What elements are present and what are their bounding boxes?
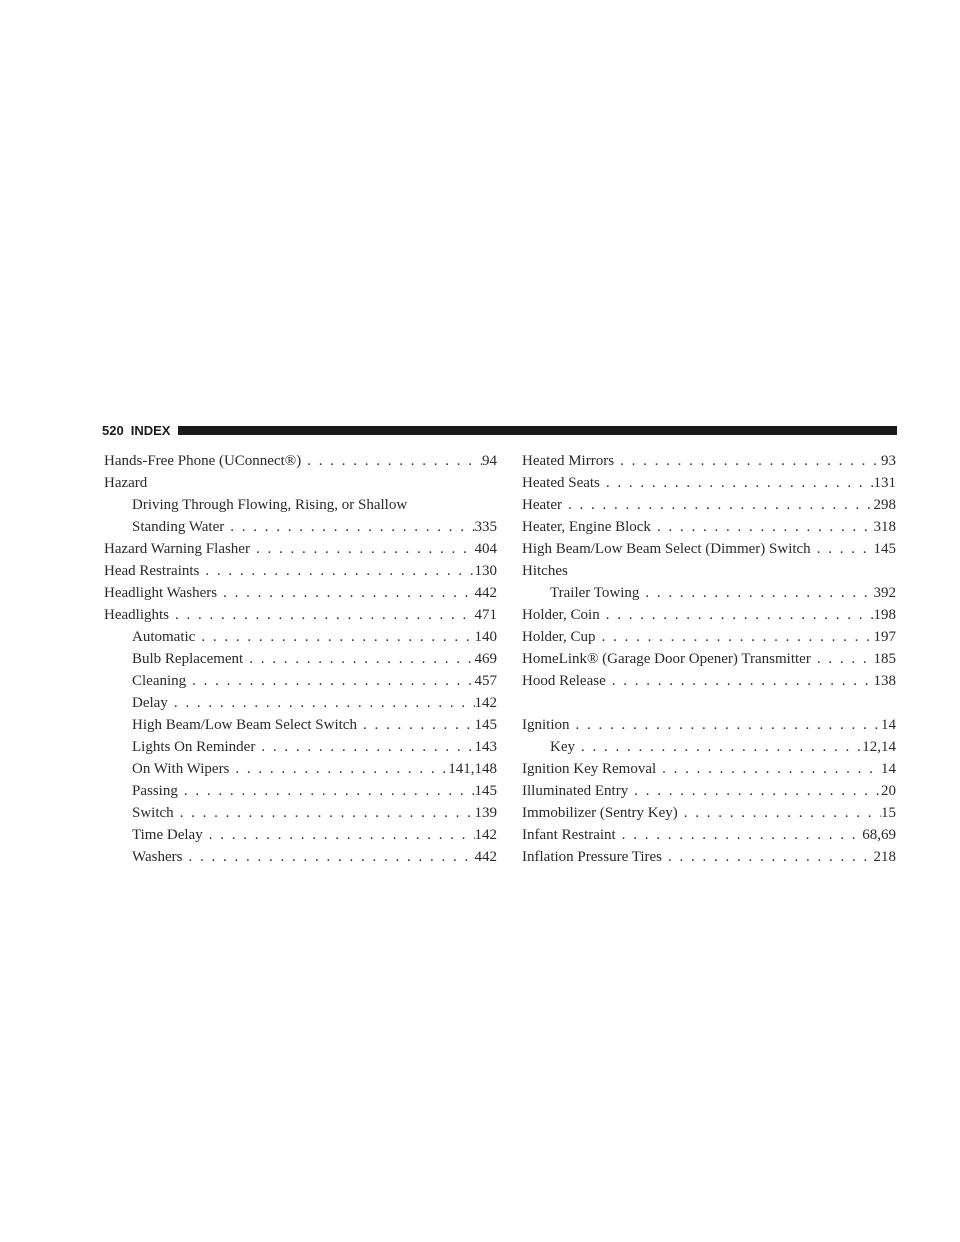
- index-subentry: [104, 692, 497, 714]
- dot-leader: [811, 648, 874, 670]
- entry-page-number: 318: [873, 519, 896, 535]
- dot-leader: [616, 824, 863, 846]
- entry-page-number: 145: [873, 541, 896, 557]
- entry-page-number: 20: [881, 783, 896, 799]
- entry-label: Automatic: [132, 629, 196, 645]
- dot-leader: [600, 472, 874, 494]
- entry-label: Lights On Reminder: [132, 739, 256, 755]
- dot-leader: [182, 846, 474, 868]
- entry-label: Illuminated Entry: [522, 783, 629, 799]
- entry-page-number: 469: [474, 651, 497, 667]
- entry-page-number: 130: [474, 563, 497, 579]
- dot-leader: [168, 692, 475, 714]
- dot-leader: [562, 494, 874, 516]
- entry-label: Hazard: [104, 475, 148, 491]
- index-entry: [522, 758, 896, 780]
- dot-leader: [301, 450, 482, 472]
- index-entry: [522, 472, 896, 494]
- index-entry: [522, 538, 896, 560]
- index-group-spacer: [522, 692, 896, 714]
- entry-label: Headlights: [104, 607, 169, 623]
- dot-leader: [614, 450, 881, 472]
- index-entry: [522, 802, 896, 824]
- index-entry: [522, 604, 896, 626]
- dot-leader: [596, 626, 874, 648]
- index-subentry: [104, 780, 497, 802]
- entry-label: Holder, Coin: [522, 607, 600, 623]
- dot-leader: [662, 846, 874, 868]
- index-entry: [104, 560, 497, 582]
- entry-page-number: 145: [474, 783, 497, 799]
- entry-label: Driving Through Flowing, Rising, or Shallow: [132, 497, 408, 513]
- index-subentry: [522, 736, 896, 758]
- index-entry: [522, 450, 896, 472]
- entry-page-number: 142: [474, 695, 497, 711]
- index-entry: [104, 604, 497, 626]
- entry-page-number: 404: [474, 541, 497, 557]
- section-title: INDEX: [130, 422, 171, 438]
- index-subentry: [104, 802, 497, 824]
- dot-leader: [811, 538, 874, 560]
- index-entry: [522, 670, 896, 692]
- dot-leader: [229, 758, 448, 780]
- entry-label: Heater: [522, 497, 562, 513]
- dot-leader: [174, 802, 475, 824]
- index-entry: [522, 516, 896, 538]
- entry-label: Hitches: [522, 563, 568, 579]
- index-column-right: [522, 450, 896, 868]
- index-subentry: [522, 582, 896, 604]
- entry-label: Switch: [132, 805, 174, 821]
- index-subentry: [104, 516, 497, 538]
- entry-page-number: 442: [474, 849, 497, 865]
- dot-leader: [195, 626, 474, 648]
- entry-label: Head Restraints: [104, 563, 200, 579]
- index-subentry: [104, 824, 497, 846]
- entry-label: Ignition: [522, 717, 570, 733]
- dot-leader: [639, 582, 873, 604]
- index-subentry: [104, 626, 497, 648]
- entry-label: Heater, Engine Block: [522, 519, 651, 535]
- entry-page-number: 145: [474, 717, 497, 733]
- index-subentry: [104, 670, 497, 692]
- index-subentry: [104, 846, 497, 868]
- entry-page-number: 131: [873, 475, 896, 491]
- dot-leader: [600, 604, 874, 626]
- dot-leader: [570, 714, 882, 736]
- entry-label: Trailer Towing: [550, 585, 640, 601]
- index-entry: [522, 846, 896, 868]
- index-entry: [104, 582, 497, 604]
- entry-label: Bulb Replacement: [132, 651, 244, 667]
- entry-label: Cleaning: [132, 673, 187, 689]
- entry-page-number: 335: [474, 519, 497, 535]
- index-subentry: [104, 648, 497, 670]
- entry-label: Washers: [132, 849, 183, 865]
- entry-label: High Beam/Low Beam Select (Dimmer) Switch: [522, 541, 811, 557]
- index-column-left: [104, 450, 497, 868]
- entry-label: Hands-Free Phone (UConnect®): [104, 453, 302, 469]
- index-entry: [522, 626, 896, 648]
- index-entry: [104, 472, 497, 494]
- index-entry: [104, 538, 497, 560]
- dot-leader: [169, 604, 475, 626]
- dot-leader: [656, 758, 881, 780]
- entry-page-number: 143: [474, 739, 497, 755]
- entry-label: Heated Mirrors: [522, 453, 615, 469]
- entry-label: On With Wipers: [132, 761, 230, 777]
- entry-label: High Beam/Low Beam Select Switch: [132, 717, 357, 733]
- dot-leader: [250, 538, 475, 560]
- dot-leader: [255, 736, 474, 758]
- index-entry: [104, 450, 497, 472]
- dot-leader: [243, 648, 474, 670]
- entry-label: Key: [550, 739, 575, 755]
- entry-page-number: 392: [873, 585, 896, 601]
- entry-page-number: 198: [873, 607, 896, 623]
- index-entry: [522, 560, 896, 582]
- entry-page-number: 140: [474, 629, 497, 645]
- entry-label: HomeLink® (Garage Door Opener) Transmitter: [522, 651, 811, 667]
- entry-label: Delay: [132, 695, 168, 711]
- dot-leader: [224, 516, 474, 538]
- index-subentry: [104, 758, 497, 780]
- dot-leader: [678, 802, 881, 824]
- entry-page-number: 12,14: [862, 739, 896, 755]
- page-header: [102, 420, 897, 440]
- entry-label: Infant Restraint: [522, 827, 616, 843]
- dot-leader: [186, 670, 474, 692]
- entry-page-number: 141,148: [448, 761, 497, 777]
- entry-page-number: 139: [474, 805, 497, 821]
- entry-page-number: 14: [881, 761, 896, 777]
- entry-label: Immobilizer (Sentry Key): [522, 805, 678, 821]
- entry-label: Time Delay: [132, 827, 203, 843]
- entry-page-number: 94: [482, 453, 497, 469]
- dot-leader: [651, 516, 874, 538]
- entry-page-number: 298: [873, 497, 896, 513]
- entry-page-number: 93: [881, 453, 896, 469]
- entry-page-number: 457: [474, 673, 497, 689]
- entry-page-number: 142: [474, 827, 497, 843]
- dot-leader: [178, 780, 475, 802]
- entry-label: Headlight Washers: [104, 585, 218, 601]
- entry-page-number: 15: [881, 805, 896, 821]
- entry-page-number: 138: [873, 673, 896, 689]
- entry-page-number: 471: [474, 607, 497, 623]
- entry-page-number: 14: [881, 717, 896, 733]
- dot-leader: [575, 736, 862, 758]
- dot-leader: [357, 714, 475, 736]
- entry-page-number: 218: [873, 849, 896, 865]
- entry-label: Hazard Warning Flasher: [104, 541, 250, 557]
- entry-label: Hood Release: [522, 673, 606, 689]
- page-number: 520: [102, 422, 124, 438]
- entry-label: Holder, Cup: [522, 629, 596, 645]
- index-subentry: [104, 714, 497, 736]
- index-entry: [522, 714, 896, 736]
- index-entry: [522, 780, 896, 802]
- index-entry: [522, 494, 896, 516]
- entry-page-number: 442: [474, 585, 497, 601]
- entry-label: Inflation Pressure Tires: [522, 849, 662, 865]
- index-subentry: [104, 494, 497, 516]
- dot-leader: [199, 560, 474, 582]
- dot-leader: [217, 582, 474, 604]
- dot-leader: [203, 824, 475, 846]
- entry-page-number: 68,69: [862, 827, 896, 843]
- dot-leader: [606, 670, 874, 692]
- entry-label: Ignition Key Removal: [522, 761, 657, 777]
- index-subentry: [104, 736, 497, 758]
- entry-label: Passing: [132, 783, 178, 799]
- entry-page-number: 197: [873, 629, 896, 645]
- index-entry: [522, 648, 896, 670]
- entry-label: Heated Seats: [522, 475, 600, 491]
- header-rule: [178, 426, 897, 435]
- dot-leader: [628, 780, 881, 802]
- entry-label: Standing Water: [132, 519, 225, 535]
- entry-page-number: 185: [873, 651, 896, 667]
- index-entry: [522, 824, 896, 846]
